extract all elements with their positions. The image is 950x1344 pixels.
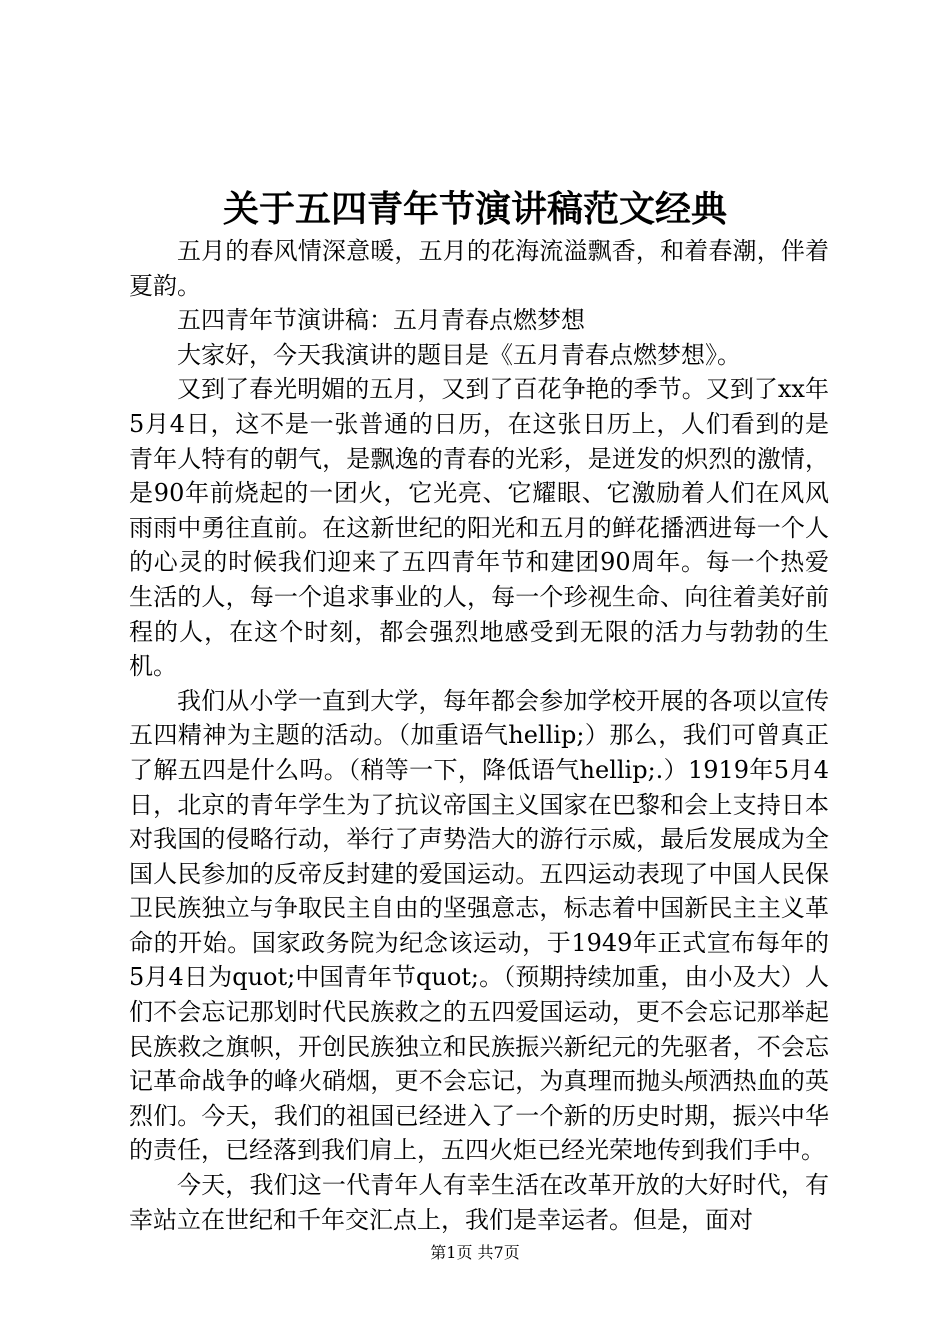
paragraph-body: 又到了春光明媚的五月，又到了百花争艳的季节。又到了xx年5月4日，这不是一张普通的日历，在这张日历上，人们看到的是青年人特有的朝气，是飘逸的青春的光彩，是迸发的炽烈的激情，是90年前烧起的一团火，它光亮、它耀眼、它激励着人们在风风雨雨中勇往直前。在这新世纪的阳光和五月的鲜花播洒进每一个人的心灵的时候我们迎来了五四青年节和建团90周年。每一个热爱生活的人，每一个追求事业的人，每一个珍视生命、向往着美好前程的人，在这个时刻，都会强烈地感受到无限的活力与勃勃的生机。 [129,375,829,681]
page-number-footer: 第1页 共7页 [430,1243,520,1262]
paragraph-intro: 五月的春风情深意暖，五月的花海流溢飘香，和着春潮，伴着夏韵。 [129,237,829,300]
paragraph-speech-title: 五四青年节演讲稿：五月青春点燃梦想 [177,306,585,335]
paragraph-greeting: 大家好，今天我演讲的题目是《五月青春点燃梦想》。 [177,340,741,369]
paragraph-body: 今天，我们这一代青年人有幸生活在改革开放的大好时代，有幸站立在世纪和千年交汇点上，我们是幸运者。但是，面对 [129,1171,829,1234]
document-title: 关于五四青年节演讲稿范文经典 [222,188,727,230]
document-body [129,234,829,1237]
paragraph-body: 我们从小学一直到大学，每年都会参加学校开展的各项以宣传五四精神为主题的活动。（加重语气hellip;）那么，我们可曾真正了解五四是什么吗。（稍等一下，降低语气hellip;.）1919年5月4日，北京的青年学生为了抗议帝国主义国家在巴黎和会上支持日本对我国的侵略行动，举行了声势浩大的游行示威，最后发展成为全国人民参加的反帝反封建的爱国运动。五四运动表现了中国人民保卫民族独立与争取民主自由的坚强意志，标志着中国新民主主义革命的开始。国家政务院为纪念该运动，于1949年正式宣布每年的5月4日为quot;中国青年节quot;。（预期持续加重，由小及大）人们不会忘记那划时代民族救之的五四爱国运动，更不会忘记那举起民族救之旗帜，开创民族独立和民族振兴新纪元的先驱者，不会忘记革命战争的峰火硝烟，更不会忘记，为真理而抛头颅洒热血的英烈们。今天，我们的祖国已经进入了一个新的历史时期，振兴中华的责任，已经落到我们肩上，五四火炬已经光荣地传到我们手中。 [129,686,829,1165]
